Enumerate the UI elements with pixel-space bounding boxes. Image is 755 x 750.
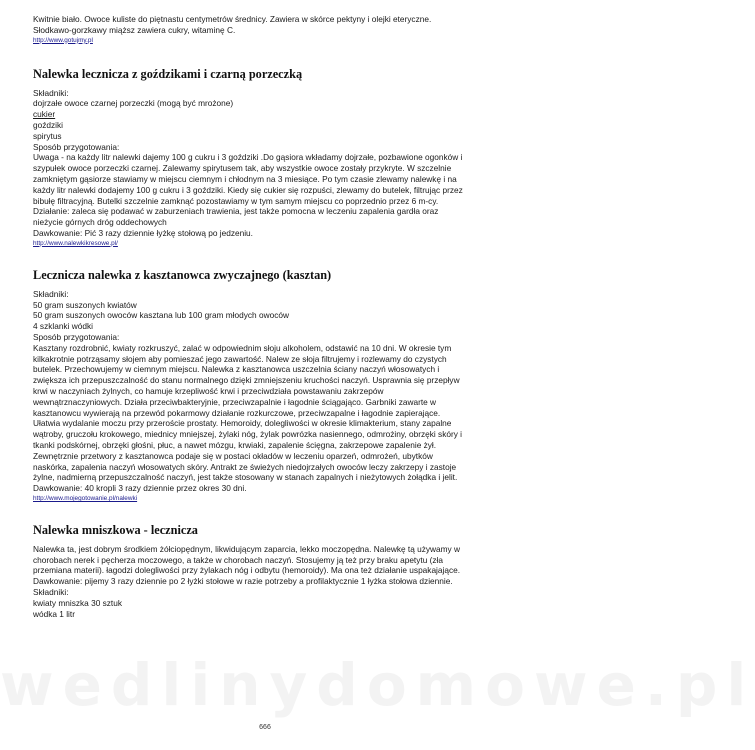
section-line: Składniki: xyxy=(33,87,69,98)
section-line: butelek. Przechowujemy w ciemnym miejscu. Nalewka z kasztanowca uszczelnia ściany naczyń włosowatych i xyxy=(33,364,440,375)
section-line: 4 szklanki wódki xyxy=(33,321,93,332)
section-line: Kasztany rozdrobnić, kwiaty rozkruszyć, zalać w odpowiednim słoju alkoholem, odstawić na 10 dni. W okresie tym xyxy=(33,342,452,353)
section-line: chorobach nerek i pęcherza moczowego, a także w chorobach naczyń. Stosujemy ją też przy braku apetytu (zła xyxy=(33,554,443,565)
page-number: 666 xyxy=(259,724,271,731)
section-line: dojrzałe owoce czarnej porzeczki (mogą być mrożone) xyxy=(33,98,234,109)
ingredient-link[interactable]: cukier xyxy=(33,109,56,120)
section-line: naskórka, zapalenia naczyń włosowatych skóry. Antrakt ze świeżych niedojrzałych owoców leczy zakrzepy i zastoje xyxy=(33,461,457,472)
section-line: przemiana materii). łagodzi dolegliwości przy żylakach nóg i odbytu (hemoroidy). Ma ona też działanie uspakajające. xyxy=(33,565,461,576)
section-line: każdy litr nalewki dodajemy 100 g cukru i 3 goździki. Kiedy się cukier się rozpuści, zlewamy do butelek, filtrując przez xyxy=(33,184,463,195)
section-line: 50 gram suszonych owoców kasztana lub 100 gram młodych owoców xyxy=(33,310,289,321)
section-line: Nalewka ta, jest dobrym środkiem żółciopędnym, likwidującym zaparcia, lekko moczopędna. Nalewkę tą używamy w xyxy=(33,543,460,554)
section-line: Zewnętrznie przetwory z kasztanowca podaje się w postaci okładów w leczeniu oparzeń, odmrożeń, ubytków xyxy=(33,450,433,461)
section-line: Dawkowanie: pijemy 3 razy dziennie po 2 łyżki stołowe w razie potrzeby a profilaktycznie 1 łyżka stołowa dziennie. xyxy=(33,576,453,587)
section-line: Składniki: xyxy=(33,587,69,598)
intro-block xyxy=(33,14,503,45)
intro-line: Słodkawo-gorzkawy miąższ zawiera cukry, witaminę C. xyxy=(33,24,236,35)
section-line: wewnątrznaczyniowych. Działa przeciwbakteryjnie, przeciwzapalnie i łagodnie ściągająco. Garbniki zawarte w xyxy=(33,396,437,407)
section-source-link[interactable]: http://www.mojegotowanie.pl/nalewki xyxy=(33,494,138,502)
watermark: wedlinydomowe.pl xyxy=(0,651,755,719)
section-line: zwiększa ich przepuszczalność do stanu normalnego dzięki zmniejszeniu kruchości naczyń. Usprawnia się przepływ xyxy=(33,375,460,386)
section-line: Działanie: zaleca się podawać w zaburzeniach trawienia, jest także pomocna w leczeniu zapalenia gardła oraz xyxy=(33,206,439,217)
section-line: Składniki: xyxy=(33,288,69,299)
section-line: kwiaty mniszka 30 sztuk xyxy=(33,597,122,608)
section-mniszek xyxy=(33,523,503,620)
section-line: spirytus xyxy=(33,130,62,141)
section-line: krwi w naczyniach żylnych, co hamuje krzepliwość krwi i przeciwdziała powstawaniu zakrzepów xyxy=(33,385,384,396)
section-line: wątroby, gruczołu krokowego, miednicy mniejszej, żylaki nóg, żylak powrózka nasiennego, odmrożiny, obrzęki skóry i xyxy=(33,429,463,440)
section-line: kasztanowcu wywierają na przewód pokarmowy działanie rozkurczowe, przeciwzapalne i łagodnie zapierające. xyxy=(33,407,441,418)
section-source-link[interactable]: http://www.nalewkikresowe.pl/ xyxy=(33,239,118,247)
section-line: Uwaga - na każdy litr nalewki dajemy 100 g cukru i 3 goździki .Do gąsiora wkładamy dojrzałe, pozbawione ogonków i xyxy=(33,152,463,163)
section-porzeczka xyxy=(33,67,503,248)
section-line: Ułatwia wydalanie moczu przy przeroście prostaty. Hemoroidy, dolegliwości w okresie klimakterium, stany zapalne xyxy=(33,418,452,429)
section-title: Nalewka lecznicza z goździkami i czarną porzeczką xyxy=(33,66,303,81)
intro-line: Kwitnie biało. Owoce kuliste do piętnastu centymetrów średnicy. Zawiera w skórce pektyny i olejki eteryczne. xyxy=(33,14,432,24)
section-line: Sposób przygotowania: xyxy=(33,141,120,152)
section-line: wódka 1 litr xyxy=(33,608,75,619)
section-line: Sposób przygotowania: xyxy=(33,331,120,342)
section-line: szypułek owoce porzeczki czarnej. Zalewamy spirytusem tak, aby wszystkie owoce zostały przykryte. W szczelnie xyxy=(33,163,452,174)
section-line: nieżycie górnych dróg oddechowych xyxy=(33,217,167,228)
section-line: żylne, nadmierną przepuszczalność naczyń, jest także stosowany w stanach zapalnych i nieżytowych żołądka i jelit. xyxy=(33,472,458,483)
section-line: zamkniętym gąsiorze stawiamy w miejscu ciemnym i chłodnym na 3 miesiące. Po tym czasie zlewamy nalewkę i na xyxy=(33,173,457,184)
document-page xyxy=(33,14,503,619)
section-line: 50 gram suszonych kwiatów xyxy=(33,299,137,310)
section-title: Lecznicza nalewka z kasztanowca zwyczajnego (kasztan) xyxy=(33,267,332,282)
intro-source-link[interactable]: http://www.gotujmy.pl xyxy=(33,36,93,44)
section-line: bibułę filtracyjną. Butelki szczelnie zamknąć pozostawiamy w tym samym miejscu co poprzednio przez 6 m-cy. xyxy=(33,195,439,206)
section-title: Nalewka mniszkowa - lecznicza xyxy=(33,522,198,537)
section-line: tkanki podskórnej, obrzęki głośni, płuc, a nawet mózgu, krwiaki, zapalenie ścięgna, zakrzepowe zapalenie żył. xyxy=(33,439,437,450)
section-line: kilkakrotnie potrząsamy słojem aby pomieszać jego zawartość. Nalew ze słoja filtrujemy i rozlewamy do czystych xyxy=(33,353,447,364)
section-line: Dawkowanie: Pić 3 razy dziennie łyżkę stołową po jedzeniu. xyxy=(33,227,253,238)
section-kasztan xyxy=(33,268,503,503)
section-line: Dawkowanie: 40 kropli 3 razy dziennie przez okres 30 dni. xyxy=(33,483,247,494)
section-line: goździki xyxy=(33,119,63,130)
